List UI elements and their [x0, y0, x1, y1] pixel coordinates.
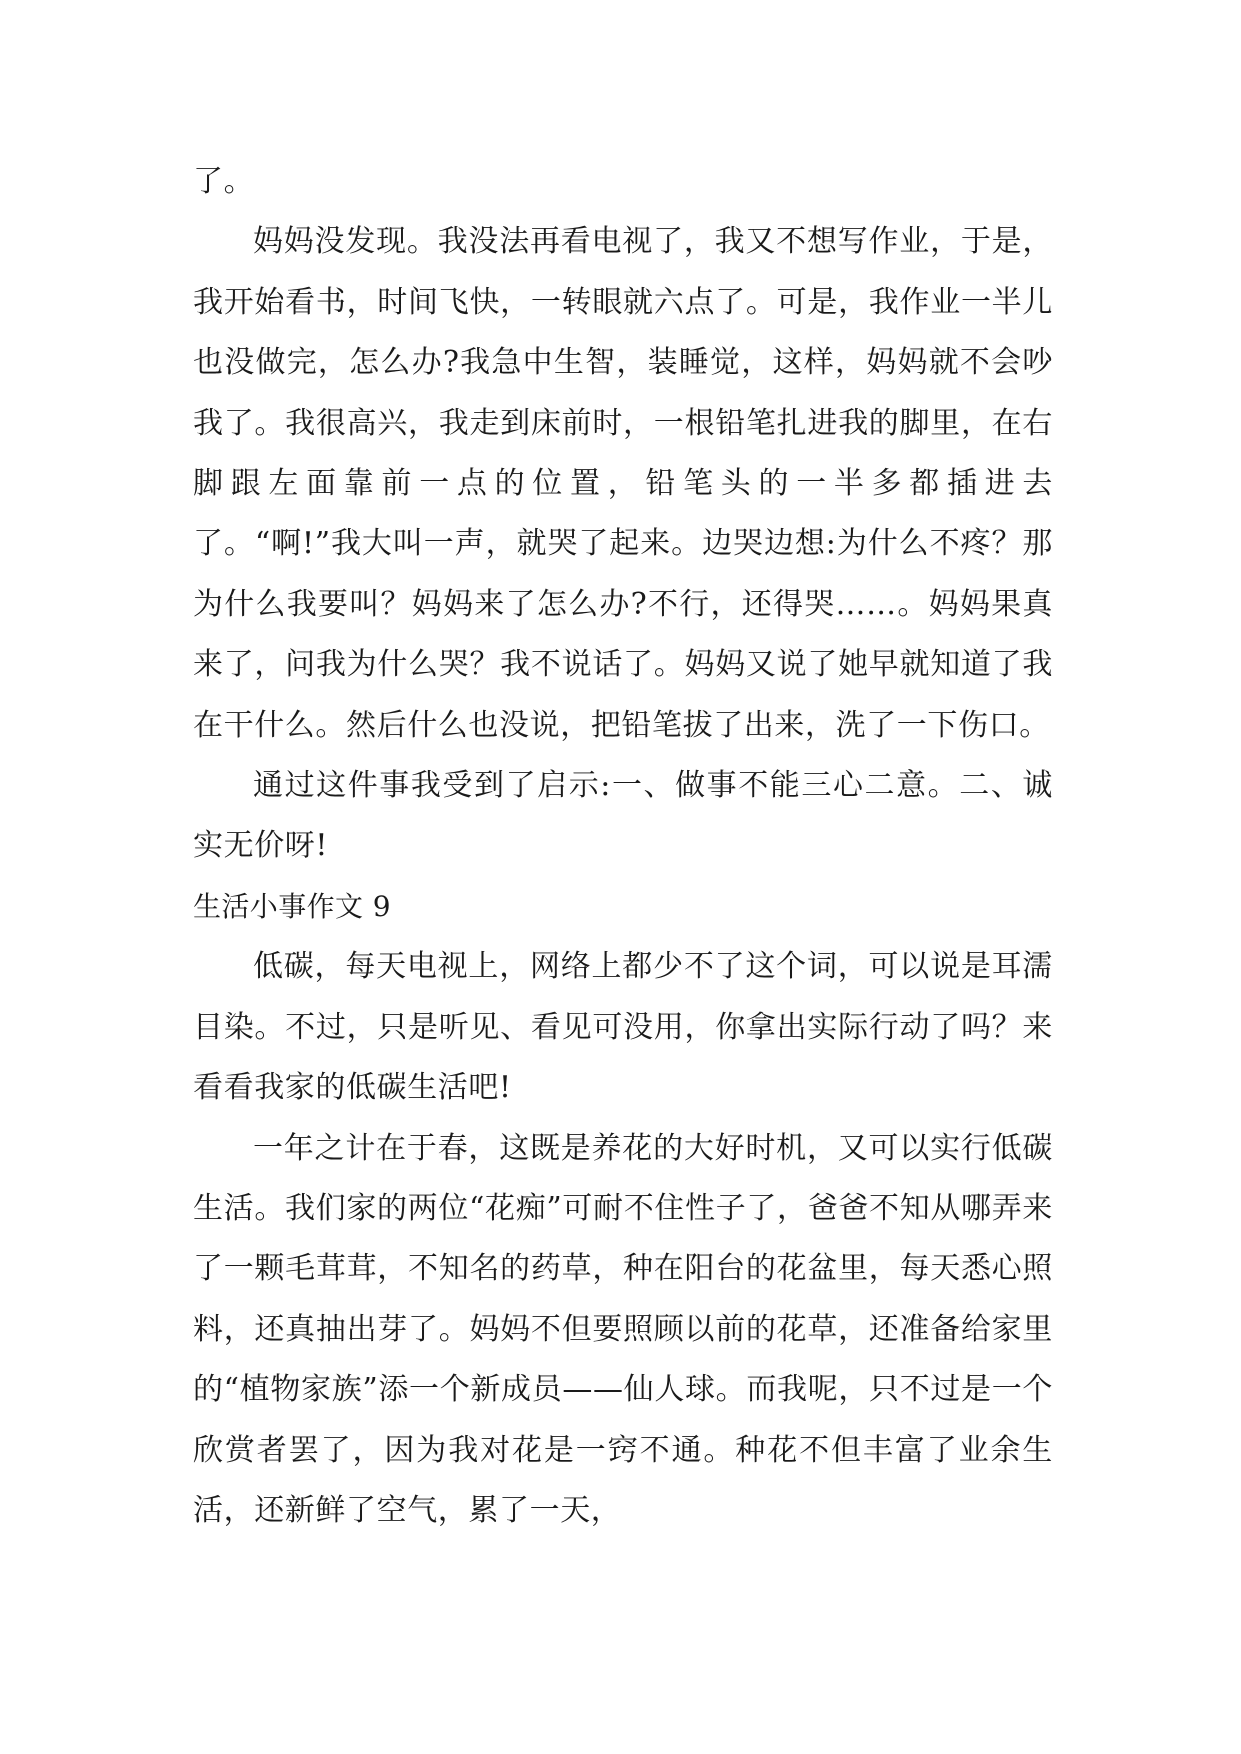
paragraph-pencil-story: 妈妈没发现。我没法再看电视了，我又不想写作业，于是，我开始看书，时间飞快，一转眼就六点了。可是，我作业一半儿也没做完，怎么办?我急中生智，装睡觉，这样，妈妈就不会吵我了。我很高兴，我走到床前时，一根铅笔扎进我的脚里，在右脚跟左面靠前一点的位置，铅笔头的一半多都插进去了。“啊!”我大叫一声，就哭了起来。边哭边想:为什么不疼？那为什么我要叫？妈妈来了怎么办?不行，还得哭……。妈妈果真来了，问我为什么哭？我不说话了。妈妈又说了她早就知道了我在干什么。然后什么也没说，把铅笔拔了出来，洗了一下伤口。 [193, 224, 1053, 743]
document-body [193, 152, 1053, 1541]
paragraph-low-carbon-intro: 低碳，每天电视上，网络上都少不了这个词，可以说是耳濡目染。不过，只是听见、看见可没用，你拿出实际行动了吗？来看看我家的低碳生活吧! [193, 949, 1053, 1106]
paragraph-gardening: 一年之计在于春，这既是养花的大好时机，又可以实行低碳生活。我们家的两位“花痴”可耐不住性子了，爸爸不知从哪弄来了一颗毛茸茸，不知名的药草，种在阳台的花盆里，每天悉心照料，还真抽出芽了。妈妈不但要照顾以前的花草，还准备给家里的“植物家族”添一个新成员——仙人球。而我呢，只不过是一个欣赏者罢了，因为我对花是一窍不通。种花不但丰富了业余生活，还新鲜了空气，累了一天， [193, 1130, 1053, 1528]
paragraph-lesson: 通过这件事我受到了启示:一、做事不能三心二意。二、诚实无价呀! [193, 768, 1053, 864]
paragraph-continuation: 了。 [193, 164, 255, 199]
section-heading: 生活小事作文 9 [193, 889, 391, 923]
